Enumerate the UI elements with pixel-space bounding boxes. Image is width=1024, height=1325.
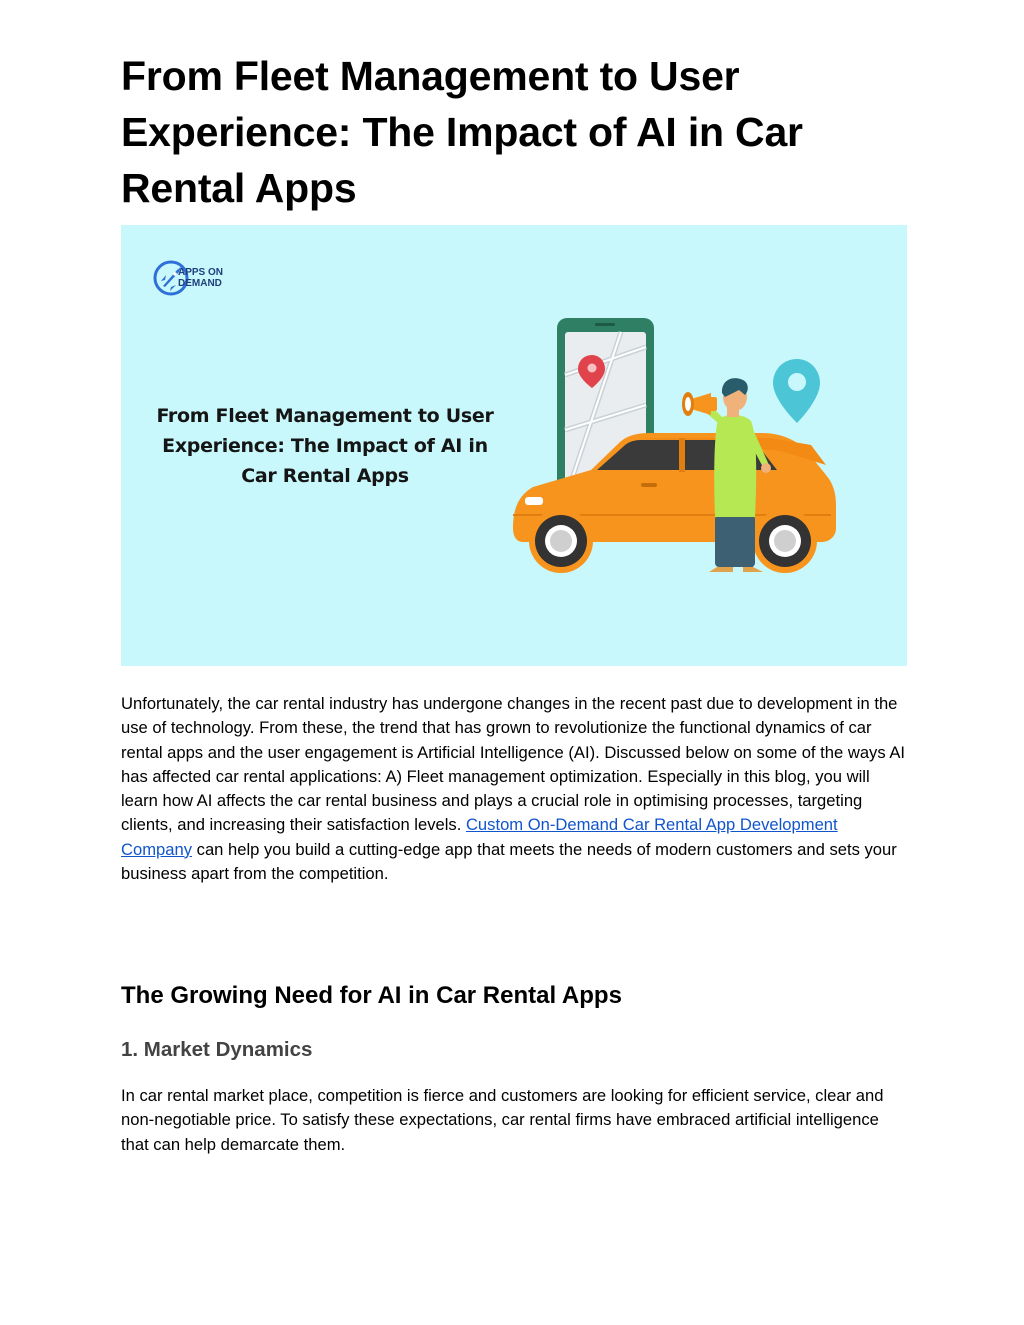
market-dynamics-paragraph: In car rental market place, competition is fierce and customers are looking for efficient service, clear and non-negotiable price. To satisfy these expectations, car rental firms have embraced artificial intelligence that can help demarcate them. <box>121 1086 884 1154</box>
logo-wordmark <box>178 267 258 289</box>
document-title: From Fleet Management to User Experience: The Impact of AI in Car Rental Apps <box>121 53 803 211</box>
banner-heading <box>149 401 501 491</box>
banner-heading-line-3: Car Rental Apps <box>241 465 409 487</box>
banner-heading-line-1: From Fleet Management to User <box>156 405 494 427</box>
map-pin-icon <box>773 359 820 423</box>
logo-line-2: DEMAND <box>178 278 222 289</box>
intro-text-after-link: can help you build a cutting-edge app that meets the needs of modern customers and sets your business apart from the competition. <box>121 839 897 884</box>
intro-text-before-link: Unfortunately, the car rental industry has undergone changes in the recent past due to development in the use of technology. From these, the trend that has grown to revolutionize the functional dynamics of car rental apps and the user engagement is Artificial Intelligence (AI). Discussed below on some of the ways AI has affected car rental applications: A) Fleet management optimization. Especially in this blog, you will learn how AI affects the car rental business and plays a crucial role in optimising processes, targeting clients, and increasing their satisfaction levels. <box>121 694 906 835</box>
banner-heading-line-2: Experience: The Impact of AI in <box>162 435 488 457</box>
subsection-heading: 1. Market Dynamics <box>121 1038 313 1061</box>
hero-banner-image <box>121 225 907 666</box>
car-rental-app-development-link[interactable]: Custom On-Demand Car Rental App Development Company <box>121 815 838 859</box>
logo-line-1: APPS ON <box>178 267 224 278</box>
section-heading: The Growing Need for AI in Car Rental Apps <box>121 982 622 1009</box>
intro-paragraph <box>121 692 907 886</box>
